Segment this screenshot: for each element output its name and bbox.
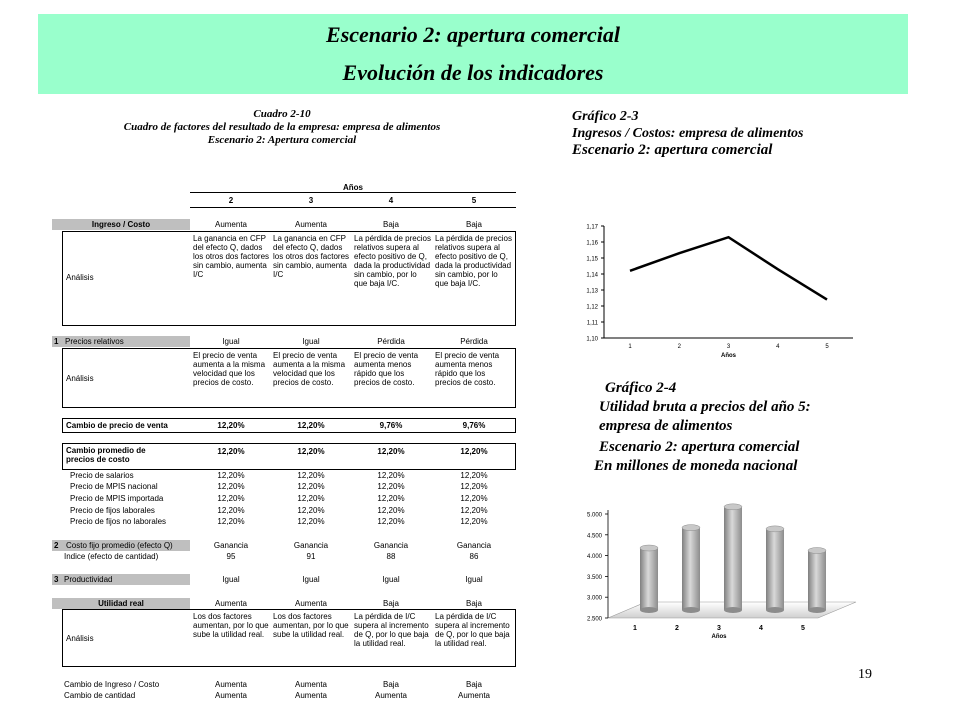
y-tick-label: 4.000 [586, 554, 602, 561]
bar-base [682, 607, 700, 613]
year-col: 5 [471, 196, 477, 205]
cell: Igual [222, 337, 240, 346]
cell: 12,20% [377, 447, 405, 456]
table-title: Cuadro 2-10 [253, 108, 311, 120]
cell: 9,76% [379, 421, 403, 430]
analysis-cell: La pérdida de precios relativos supera al efecto positivo de Q, dada la productividad sin cambio, por lo que baja I/C. [354, 234, 431, 288]
cell: Aumenta [294, 220, 328, 229]
y-tick-label: 3.000 [586, 595, 602, 602]
x-tick-label: 2 [675, 625, 679, 632]
cell: 12,20% [460, 517, 488, 526]
cell: Aumenta [214, 220, 248, 229]
section-label: Ingreso / Costo [91, 220, 151, 229]
series-line [630, 237, 827, 299]
cell: 12,20% [217, 482, 245, 491]
analysis-cell: El precio de venta aumenta menos rápido que los precios de costo. [435, 351, 500, 387]
row-label: Precio de MPIS importada [70, 494, 164, 503]
analysis-cell: Los dos factores aumentan, por lo que sube la utilidad real. [273, 612, 349, 639]
year-col: 4 [388, 196, 394, 205]
row-label: Precio de salarios [70, 471, 134, 480]
graph2-title: Gráfico 2-4 [605, 380, 677, 396]
cell: 12,20% [460, 471, 488, 480]
bar [724, 507, 742, 610]
cell: 91 [306, 552, 316, 561]
cell: 88 [386, 552, 396, 561]
bar [766, 529, 784, 610]
cell: Aumenta [294, 691, 328, 700]
graph2-title: En millones de moneda nacional [594, 458, 798, 474]
graph1-title: Gráfico 2-3 [572, 109, 639, 124]
bar [808, 551, 826, 610]
cell: Ganancia [456, 541, 492, 550]
analysis-cell: La pérdida de I/C supera al incremento de Q, por lo que baja la utilidad real. [435, 612, 510, 648]
row-label: Cambio promedio de precios de costo [66, 446, 146, 464]
analysis-cell: El precio de venta aumenta a la misma velocidad que los precios de costo. [273, 351, 346, 387]
cell: Igual [382, 575, 400, 584]
cell: 12,20% [460, 447, 488, 456]
table-title: Escenario 2: Apertura comercial [207, 134, 357, 146]
cell: 12,20% [377, 517, 405, 526]
section-label: Precios relativos [65, 337, 124, 346]
analysis-label: Análisis [66, 374, 94, 383]
cell: Igual [465, 575, 483, 584]
year-col: 3 [308, 196, 314, 205]
y-tick-label: 4.500 [586, 533, 602, 540]
cell: 12,20% [297, 447, 325, 456]
cell: Ganancia [213, 541, 249, 550]
cell: Igual [302, 575, 320, 584]
cell: 12,20% [217, 506, 245, 515]
x-tick-label: 5 [825, 344, 829, 350]
bar-base [724, 607, 742, 613]
line-chart [568, 214, 860, 366]
cell: 12,20% [217, 494, 245, 503]
y-tick-label: 1,11 [586, 320, 598, 327]
row-label: Precio de fijos laborales [70, 506, 155, 515]
slide-title: Escenario 2: apertura comercial [326, 22, 620, 47]
cell: Baja [382, 599, 399, 608]
x-tick-label: 4 [759, 625, 763, 632]
graph2-title: Utilidad bruta a precios del año 5: [599, 399, 811, 415]
cell: Aumenta [294, 680, 328, 689]
cell: Baja [382, 680, 399, 689]
slide-subtitle: Evolución de los indicadores [342, 60, 604, 85]
cell: 12,20% [297, 471, 325, 480]
bar-chart [568, 494, 868, 650]
cell: 12,20% [377, 506, 405, 515]
bar-base [640, 607, 658, 613]
analysis-cell: La pérdida de precios relativos supera al efecto positivo de Q, dada la productividad sin cambio, por lo que baja I/C. [435, 234, 512, 288]
y-tick-label: 3.500 [586, 574, 602, 581]
cell: 12,20% [297, 482, 325, 491]
cell: 12,20% [217, 517, 245, 526]
cell: Aumenta [374, 691, 408, 700]
bar-top [640, 545, 658, 551]
cell: 12,20% [377, 471, 405, 480]
cell: Baja [465, 599, 482, 608]
bar-base [766, 607, 784, 613]
y-tick-label: 1,12 [586, 304, 598, 311]
bar-top [724, 504, 742, 510]
cell: 9,76% [462, 421, 486, 430]
cell: Aumenta [457, 691, 491, 700]
graph1-title: Escenario 2: apertura comercial [572, 142, 773, 158]
x-tick-label: 1 [633, 625, 637, 632]
x-axis-label: Años [721, 353, 736, 359]
row-label: Precio de MPIS nacional [70, 482, 158, 491]
section-num: 1 [54, 337, 59, 346]
row-label: Cambio de cantidad [64, 691, 136, 700]
x-tick-label: 4 [776, 344, 780, 350]
title-banner [38, 14, 908, 94]
y-tick-label: 1,16 [586, 240, 598, 247]
cell: Ganancia [373, 541, 409, 550]
cell: 12,20% [297, 494, 325, 503]
row-label: Indice (efecto de cantidad) [64, 552, 159, 561]
bar-base [808, 607, 826, 613]
cell: Baja [465, 220, 482, 229]
y-tick-label: 2.500 [586, 616, 602, 623]
y-tick-label: 1,14 [586, 272, 598, 279]
analysis-cell: La pérdida de I/C supera al incremento de Q, por lo que baja la utilidad real. [354, 612, 429, 648]
cell: 12,20% [217, 421, 245, 430]
section-label: Productividad [64, 575, 113, 584]
cell: Aumenta [214, 680, 248, 689]
cell: Pérdida [377, 337, 405, 346]
cell: Pérdida [460, 337, 488, 346]
graph2-title: empresa de alimentos [599, 418, 733, 434]
bar [682, 528, 700, 610]
x-tick-label: 1 [628, 344, 632, 350]
analysis-cell: La ganancia en CFP del efecto Q, dados los otros dos factores sin cambio, aumenta I/C [193, 234, 270, 279]
x-tick-label: 3 [726, 344, 731, 350]
section-num: 3 [54, 575, 59, 584]
cell: 12,20% [217, 471, 245, 480]
cell: 95 [226, 552, 236, 561]
cell: Ganancia [293, 541, 329, 550]
x-tick-label: 3 [717, 625, 721, 632]
cell: 12,20% [460, 506, 488, 515]
graph2-title: Escenario 2: apertura comercial [599, 439, 800, 455]
table-title: Cuadro de factores del resultado de la empresa: empresa de alimentos [123, 121, 441, 133]
x-tick-label: 2 [677, 344, 681, 350]
cell: 86 [469, 552, 479, 561]
x-tick-label: 5 [801, 625, 805, 632]
row-label: Cambio de Ingreso / Costo [64, 680, 160, 689]
y-tick-label: 5.000 [586, 512, 602, 519]
bar-top [682, 525, 700, 531]
y-tick-label: 1,13 [586, 288, 598, 295]
bar [640, 548, 658, 610]
analysis-cell: El precio de venta aumenta menos rápido que los precios de costo. [354, 351, 419, 387]
cell: 12,20% [297, 506, 325, 515]
cell: 12,20% [460, 494, 488, 503]
analysis-label: Análisis [66, 634, 94, 643]
section-num: 2 [54, 541, 59, 550]
analysis-label: Análisis [66, 273, 94, 282]
cell: Baja [465, 680, 482, 689]
cell: 12,20% [217, 447, 245, 456]
cell: Baja [382, 220, 399, 229]
cell: 12,20% [460, 482, 488, 491]
cell: Aumenta [294, 599, 328, 608]
y-tick-label: 1,10 [586, 336, 598, 343]
cell: 12,20% [377, 482, 405, 491]
y-tick-label: 1,17 [586, 224, 598, 231]
bar-top [808, 548, 826, 554]
graph1-title: Ingresos / Costos: empresa de alimentos [572, 126, 804, 141]
cell: Igual [302, 337, 320, 346]
cell: 12,20% [297, 421, 325, 430]
cell: 12,20% [377, 494, 405, 503]
section-label: Utilidad real [98, 599, 144, 608]
years-header: Años [343, 183, 363, 192]
y-tick-label: 1,15 [586, 256, 598, 263]
cell: 12,20% [297, 517, 325, 526]
cell: Igual [222, 575, 240, 584]
cell: Aumenta [214, 599, 248, 608]
row-label: Precio de fijos no laborales [70, 517, 167, 526]
x-axis-label: Años [711, 634, 727, 640]
divider [190, 207, 516, 208]
bar-top [766, 526, 784, 532]
year-col: 2 [228, 196, 234, 205]
section-label: Costo fijo promedio (efecto Q) [66, 541, 173, 550]
divider [190, 192, 516, 193]
analysis-cell: El precio de venta aumenta a la misma velocidad que los precios de costo. [193, 351, 266, 387]
analysis-cell: Los dos factores aumentan, por lo que sube la utilidad real. [193, 612, 269, 639]
cell: Aumenta [214, 691, 248, 700]
analysis-cell: La ganancia en CFP del efecto Q, dados los otros dos factores sin cambio, aumenta I/C [273, 234, 350, 279]
row-label: Cambio de precio de venta [66, 421, 168, 430]
page-number: 19 [858, 667, 872, 682]
